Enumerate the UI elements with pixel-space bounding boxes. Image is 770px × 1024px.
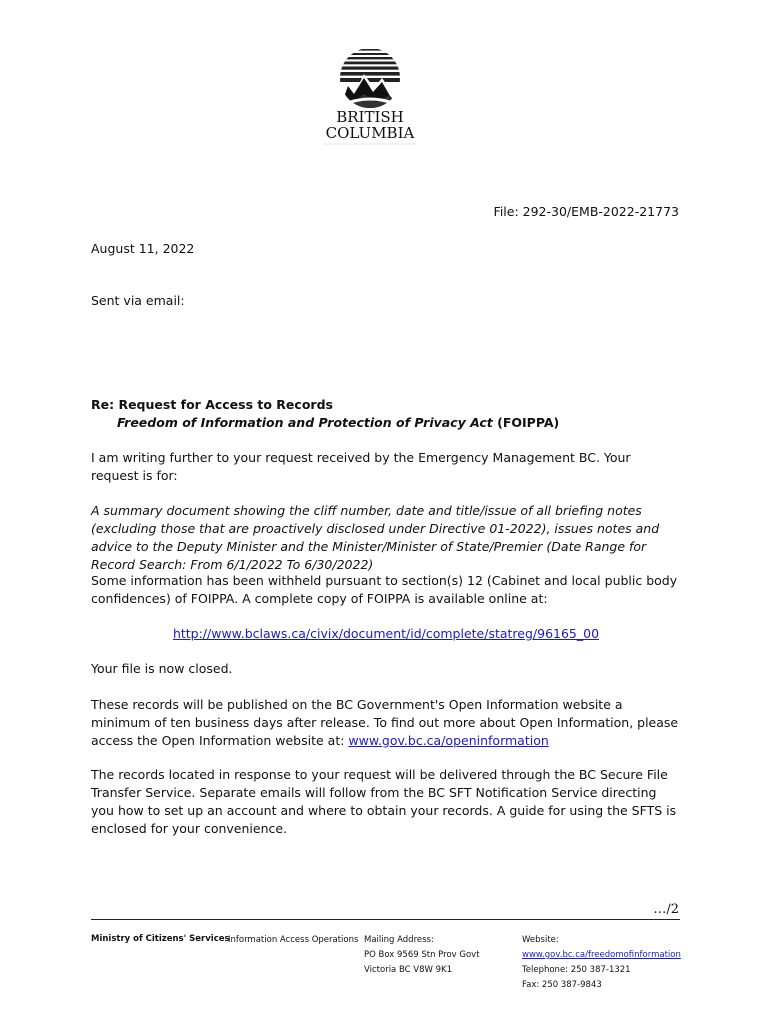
subject-line: Re: Request for Access to Records [91,397,333,412]
sfts-paragraph: The records located in response to your request will be delivered through the BC Secure File Transfer Service. Separate emails will follow from the BC SFT Notification Service directing you how to set up an account and where to obtain your records. A guide for using the SFTS is enclosed for your convenience. [91,767,677,836]
sun-mountains-icon [318,44,422,148]
website-label: Website: [522,935,559,945]
withheld-paragraph: Some information has been withheld pursuant to section(s) 12 (Cabinet and local public body confidences) of FOIPPA. A complete copy of FOIPPA is available online at: [91,573,678,606]
sent-via: Sent via email: [91,293,185,308]
fax: Fax: 250 387-9843 [522,980,602,990]
request-text: A summary document showing the cliff number, date and title/issue of all briefing notes (excluding those that are proactively disclosed under Directive 01-2022), issues notes and advice to the Deputy Minister and the Minister/Minister of State/Premier (Date Range for Record Search: From 6/1/2022 To 6/30/2022) [91,503,660,572]
open-information-link[interactable]: www.gov.bc.ca/openinformation [348,733,549,748]
footer-divider [91,919,680,920]
page-number: …/2 [653,902,679,917]
footer-contact [522,933,681,993]
mailing-line-1: PO Box 9569 Stn Prov Govt [364,950,480,960]
footer-branch: Information Access Operations [228,935,359,945]
foippa-link[interactable]: http://www.bclaws.ca/civix/document/id/complete/statreg/96165_00 [172,626,600,641]
open-information-paragraph [91,696,681,750]
closed-paragraph: Your file is now closed. [91,661,233,676]
footer-mailing-address [364,933,480,978]
website-link[interactable]: www.gov.bc.ca/freedomofinformation [522,950,681,960]
logo-text-british: BRITISH [336,108,404,126]
mailing-line-2: Victoria BC V8W 9K1 [364,965,453,975]
bc-government-logo [318,44,422,148]
telephone: Telephone: 250 387-1321 [522,965,631,975]
subject-act [117,414,677,432]
file-reference: File: 292-30/EMB-2022-21773 [493,204,679,219]
foippa-link-row [91,626,681,641]
logo-text-columbia: COLUMBIA [325,124,415,142]
act-name: Freedom of Information and Protection of Privacy Act [117,415,493,430]
act-abbreviation: (FOIPPA) [492,415,560,430]
mailing-label: Mailing Address: [364,935,434,945]
open-information-text: These records will be published on the BC Government's Open Information website a minimum of ten business days after release. To find out more about Open Information, please access the Open Information website at: [91,697,679,748]
letter-date: August 11, 2022 [91,241,195,256]
footer-ministry: Ministry of Citizens' Services [91,934,230,944]
intro-paragraph: I am writing further to your request received by the Emergency Management BC. Your request is for: [91,450,631,483]
